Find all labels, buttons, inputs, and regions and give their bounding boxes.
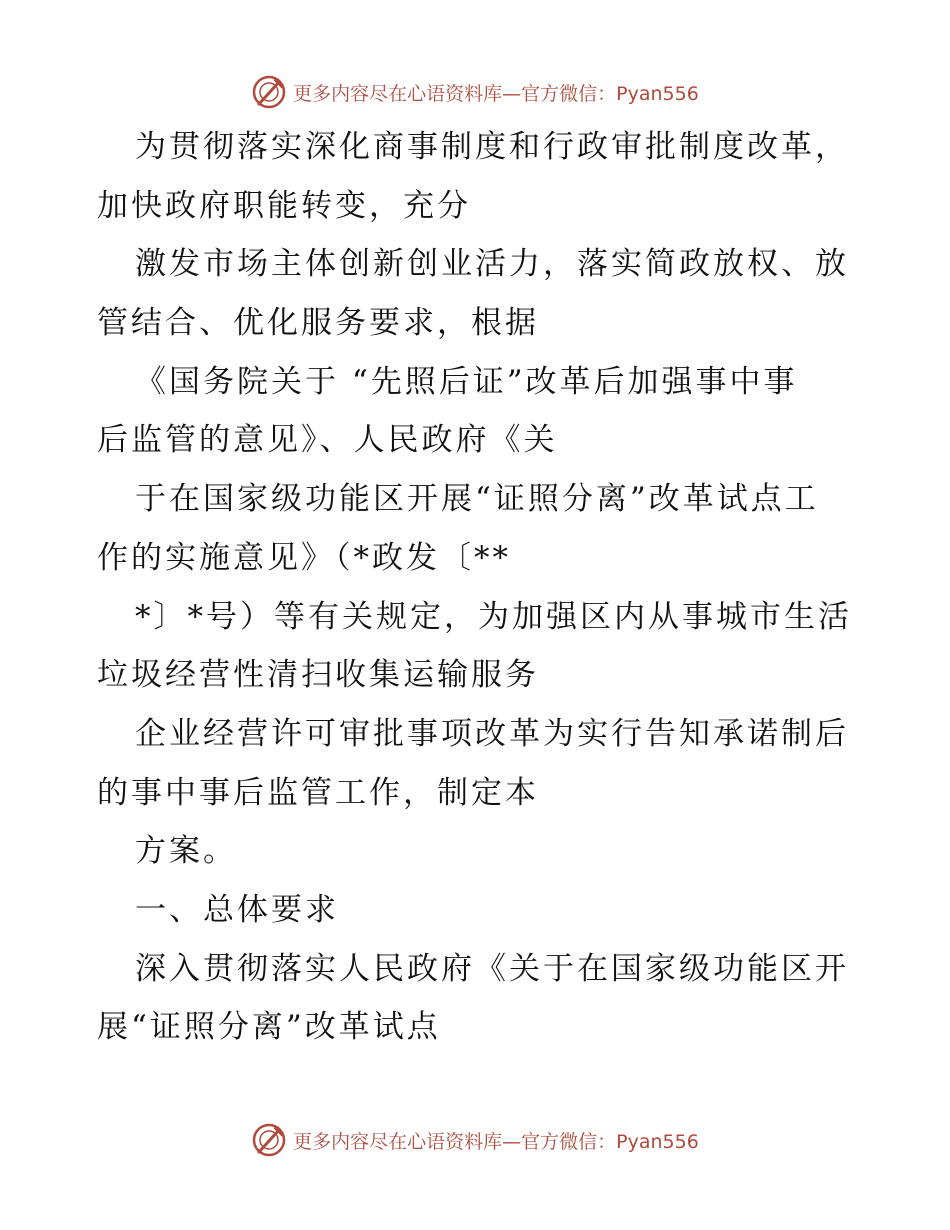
paragraph-line: 方案。 (135, 833, 237, 870)
watermark-text: 更多内容尽在心语资料库—官方微信：Pyan556 (293, 82, 699, 105)
footer-watermark (0, 1120, 950, 1160)
paragraph-line: 管结合、优化服务要求，根据 (97, 305, 539, 342)
paragraph-line: 一、总体要求 (135, 891, 339, 928)
paragraph-line: 加快政府职能转变，充分 (97, 187, 471, 224)
header-watermark (0, 72, 950, 112)
paragraph-line: 为贯彻落实深化商事制度和行政审批制度改革， (135, 129, 849, 165)
paragraph-line: 《国务院关于 “先照后证”改革后加强事中事 (135, 363, 798, 400)
watermark-text: 更多内容尽在心语资料库—官方微信：Pyan556 (293, 1130, 699, 1153)
stamp-seal-icon (251, 74, 287, 110)
paragraph-line: *〕*号）等有关规定，为加强区内从事城市生活 (135, 598, 852, 635)
paragraph-line: 垃圾经营性清扫收集运输服务 (97, 657, 539, 694)
paragraph-line: 企业经营许可审批事项改革为实行告知承诺制后 (135, 715, 849, 752)
paragraph-line: 后监管的意见》、人民政府《关 (97, 422, 558, 459)
paragraph-line: 作的实施意见》（*政发〔** (97, 539, 511, 576)
stamp-seal-icon (251, 1122, 287, 1158)
paragraph-line: 激发市场主体创新创业活力，落实简政放权、放 (135, 246, 849, 283)
paragraph-line: 的事中事后监管工作，制定本 (97, 774, 539, 811)
paragraph-line: 展“证照分离”改革试点 (97, 1009, 441, 1046)
document-body (97, 118, 857, 1057)
paragraph-line: 于在国家级功能区开展“证照分离”改革试点工 (135, 481, 819, 518)
paragraph-line: 深入贯彻落实人民政府《关于在国家级功能区开 (135, 950, 849, 987)
